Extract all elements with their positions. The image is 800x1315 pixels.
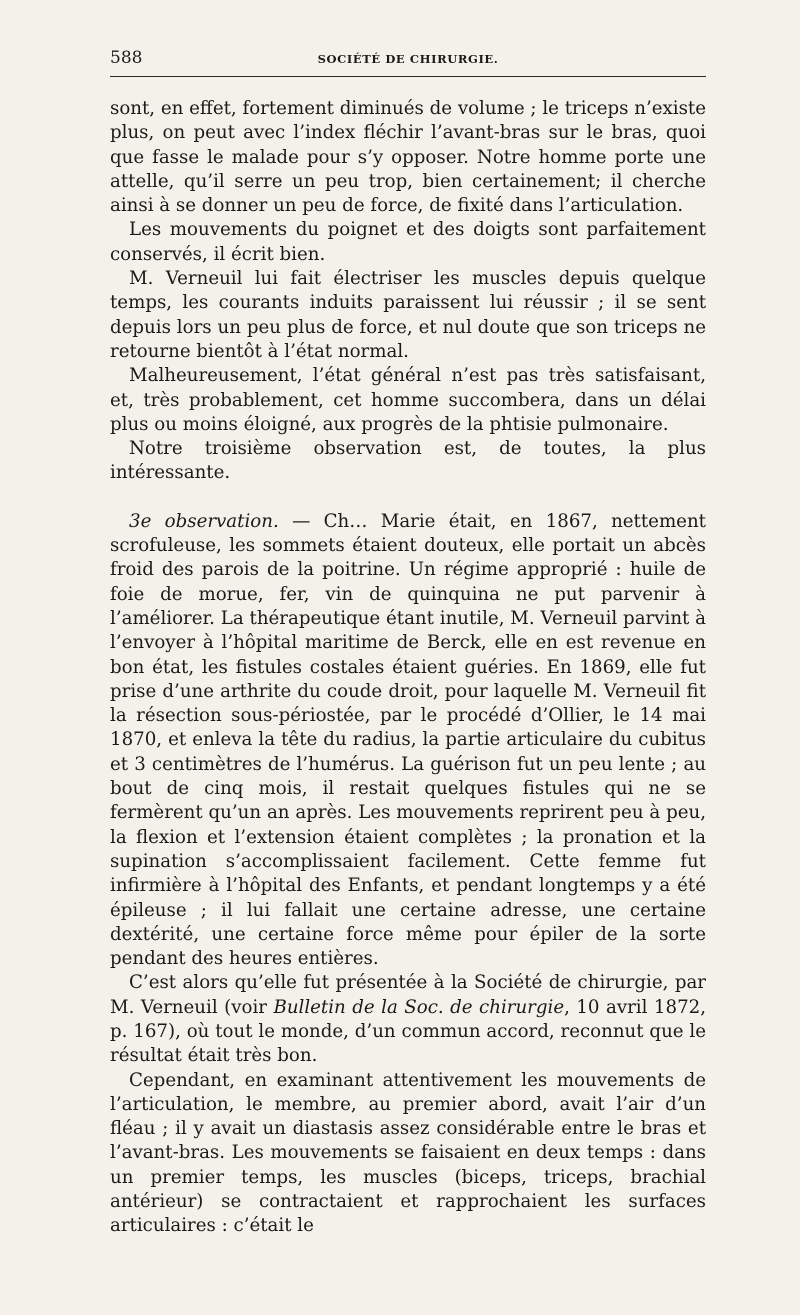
section-gap bbox=[110, 486, 706, 510]
paragraph-3: M. Verneuil lui fait électriser les muscles depuis quelque temps, les courants induits paraissent lui réussir ; il se sent depuis lors un peu plus de force, et nul doute que son triceps ne retourne bientôt à l’état normal. bbox=[110, 268, 706, 362]
observation-paragraph bbox=[110, 510, 706, 972]
body-text bbox=[110, 97, 706, 1239]
journal-title: Bulletin de la Soc. de chirurgie bbox=[273, 996, 565, 1018]
presentation-text-before: C’est alors qu’elle fut présentée à la Société de chirurgie, par M. Verneuil (voir bbox=[110, 972, 706, 1018]
observation-label: 3e observation. bbox=[129, 510, 279, 532]
book-page bbox=[110, 44, 706, 1239]
presentation-paragraph bbox=[110, 971, 706, 1068]
paragraph-2: Les mouvements du poignet et des doigts sont parfaitement conservés, il écrit bien. bbox=[110, 219, 706, 265]
observation-text: — Ch… Marie était, en 1867, nettement scrofuleuse, les sommets étaient douteux, elle portait un abcès froid des parois de la poitrine. Un régime approprié : huile de foie de morue, fer, vin de quinquina ne put parvenir à l’améliorer. La thérapeutique étant inutile, M. Verneuil parvint à l’envoyer à l’hôpital maritime de Berck, elle en est revenue en bon état, les fistules costales étaient guéries. En 1869, elle fut prise d’une arthrite du coude droit, pour laquelle M. Verneuil fit la résection sous-périostée, par le procédé d’Ollier, le 14 mai 1870, et enleva la tête du radius, la partie articulaire du cubitus et 3 centimètres de l’humérus. La guérison fut un peu lente ; au bout de cinq mois, il restait quelques fistules qui ne se fermèrent qu’un an après. Les mouvements reprirent peu à peu, la flexion et l’extension étaient complètes ; la pronation et la supination s’accomplissaient facilement. Cette femme fut infirmière à l’hôpital des Enfants, et pendant longtemps y a été épileuse ; il lui fallait une certaine adresse, une certaine dextérité, une certaine force même pour épiler de la sorte pendant des heures entières. bbox=[110, 510, 706, 970]
presentation-text-after: , 10 avril 1872, p. 167), où tout le monde, d’un commun accord, reconnut que le résultat était très bon. bbox=[110, 996, 706, 1067]
paragraph-1: sont, en effet, fortement diminués de volume ; le triceps n’existe plus, on peut avec l’index fléchir l’avant-bras sur le bras, quoi que fasse le malade pour s’y opposer. Notre homme porte une attelle, qu’il serre un peu trop, bien certainement; il cherche ainsi à se donner un peu de force, de fixité dans l’articulation. bbox=[110, 98, 706, 217]
final-paragraph: Cependant, en examinant attentivement les mouvements de l’articulation, le membre, au premier abord, avait l’air d’un fléau ; il y avait un diastasis assez considérable entre le bras et l’avant-bras. Les mouvements se faisaient en deux temps : dans un premier temps, les muscles (biceps, triceps, brachial antérieur) se contractaient et rapprochaient les surfaces articulaires : c’était le bbox=[110, 1069, 706, 1237]
paragraph-4: Malheureusement, l’état général n’est pas très satisfaisant, et, très probablement, cet homme succombera, dans un délai plus ou moins éloigné, aux progrès de la phtisie pulmonaire. bbox=[110, 365, 706, 435]
paragraph-5: Notre troisième observation est, de toutes, la plus intéressante. bbox=[110, 438, 706, 484]
running-head: SOCIÉTÉ DE CHIRURGIE. bbox=[317, 52, 499, 66]
page-header bbox=[110, 44, 706, 72]
header-rule bbox=[110, 76, 706, 77]
page-number: 588 bbox=[110, 48, 143, 68]
